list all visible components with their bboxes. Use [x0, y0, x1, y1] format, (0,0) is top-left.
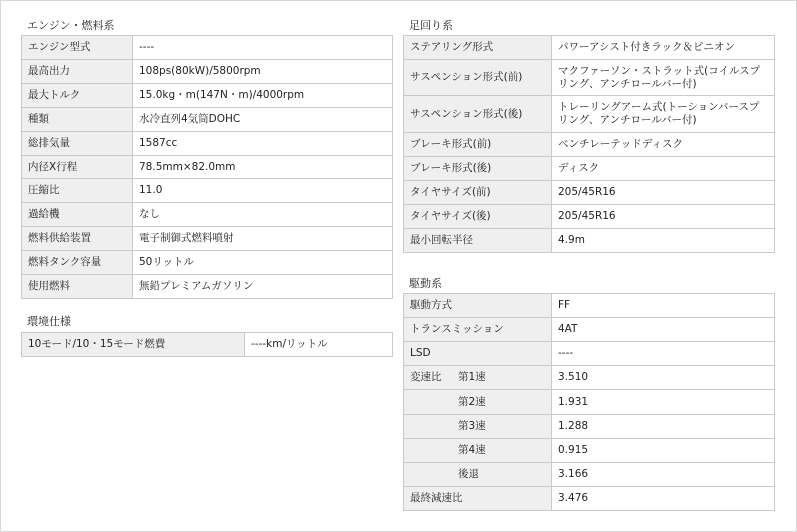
table-row: [404, 181, 775, 205]
gear-label: 第4速: [458, 444, 486, 456]
table-row: [22, 227, 393, 251]
spec-value: 4.9m: [552, 229, 775, 253]
spec-label: [404, 463, 552, 487]
table-row: [404, 463, 775, 487]
table-row: [404, 390, 775, 415]
spec-value: ----: [133, 36, 393, 60]
spec-label: 10モード/10・15モード燃費: [22, 333, 245, 357]
drive-spec-table: [403, 293, 775, 511]
table-row: [404, 205, 775, 229]
table-row: [22, 275, 393, 299]
spec-value: ----: [552, 342, 775, 366]
table-row: [22, 251, 393, 275]
spec-label: エンジン型式: [22, 36, 133, 60]
spec-label: [404, 439, 552, 463]
table-row: [404, 96, 775, 133]
spec-value: 1587cc: [133, 132, 393, 156]
spec-label: 内径X行程: [22, 156, 133, 179]
spec-value: 電子制御式燃料噴射: [133, 227, 393, 251]
spec-label: 燃料タンク容量: [22, 251, 133, 275]
spec-value: 4AT: [552, 318, 775, 342]
spec-label: タイヤサイズ(前): [404, 181, 552, 205]
engine-spec-table: [21, 35, 393, 299]
spec-label: 最高出力: [22, 60, 133, 84]
spec-value: 0.915: [552, 439, 775, 463]
spec-value: 3.476: [552, 487, 775, 511]
spec-value: 3.510: [552, 366, 775, 390]
gear-label: 第2速: [458, 395, 486, 408]
table-row: [404, 439, 775, 463]
spec-value: パワーアシスト付きラック＆ピニオン: [552, 36, 775, 60]
suspension-spec-table: [403, 35, 775, 253]
spec-value: 205/45R16: [552, 205, 775, 229]
spec-label: サスペンション形式(前): [404, 60, 552, 96]
spec-label: 過給機: [22, 203, 133, 227]
spec-value: ディスク: [552, 157, 775, 181]
engine-section-title: エンジン・燃料系: [27, 19, 115, 32]
spec-label: [404, 366, 552, 390]
gear-label: 後退: [458, 468, 479, 480]
spec-value: トレーリングアーム式(トーションバースプリング、アンチロールバー付): [552, 96, 775, 133]
spec-label: 総排気量: [22, 132, 133, 156]
table-row: [404, 487, 775, 511]
table-row: [404, 229, 775, 253]
table-row: [404, 366, 775, 390]
spec-value: FF: [552, 294, 775, 318]
table-row: [404, 294, 775, 318]
spec-label: トランスミッション: [404, 318, 552, 342]
spec-value: ベンチレーテッドディスク: [552, 133, 775, 157]
gear-label: 第1速: [458, 371, 486, 383]
table-row: [22, 108, 393, 132]
environment-spec-table: [21, 332, 393, 357]
table-row: [22, 179, 393, 203]
spec-value: 78.5mm×82.0mm: [133, 156, 393, 179]
spec-value: 水冷直列4気筒DOHC: [133, 108, 393, 132]
table-row: [22, 132, 393, 156]
spec-label: 使用燃料: [22, 275, 133, 299]
spec-label: 圧縮比: [22, 179, 133, 203]
table-row: [404, 60, 775, 96]
spec-value: 108ps(80kW)/5800rpm: [133, 60, 393, 84]
spec-label: 最小回転半径: [404, 229, 552, 253]
table-row: [22, 60, 393, 84]
table-row: [22, 203, 393, 227]
spec-label: 駆動方式: [404, 294, 552, 318]
spec-label: 最大トルク: [22, 84, 133, 108]
table-row: [404, 133, 775, 157]
table-row: [22, 333, 393, 357]
table-row: [404, 157, 775, 181]
spec-value: 1.931: [552, 390, 775, 415]
table-row: [404, 318, 775, 342]
table-row: [404, 36, 775, 60]
spec-value: 11.0: [133, 179, 393, 203]
spec-value: ----km/リットル: [245, 333, 393, 357]
spec-value: マクファーソン・ストラット式(コイルスプリング、アンチロールバー付): [552, 60, 775, 96]
drive-section-title: 駆動系: [409, 277, 442, 290]
gear-ratio-label: 変速比: [410, 371, 442, 383]
spec-label: [404, 390, 552, 415]
spec-value: 3.166: [552, 463, 775, 487]
table-row: [404, 342, 775, 366]
suspension-section-title: 足回り系: [409, 19, 453, 32]
spec-label: ステアリング形式: [404, 36, 552, 60]
spec-label: 燃料供給装置: [22, 227, 133, 251]
spec-value: なし: [133, 203, 393, 227]
spec-value: 15.0kg・m(147N・m)/4000rpm: [133, 84, 393, 108]
spec-value: 50リットル: [133, 251, 393, 275]
spec-label: サスペンション形式(後): [404, 96, 552, 133]
spec-value: 205/45R16: [552, 181, 775, 205]
table-row: [22, 84, 393, 108]
environment-section-title: 環境仕様: [27, 315, 71, 328]
spec-label: ブレーキ形式(後): [404, 157, 552, 181]
spec-label: LSD: [404, 342, 552, 366]
spec-label: [404, 415, 552, 439]
spec-label: 最終減速比: [404, 487, 552, 511]
table-row: [22, 156, 393, 179]
spec-label: 種類: [22, 108, 133, 132]
spec-value: 1.288: [552, 415, 775, 439]
spec-label: ブレーキ形式(前): [404, 133, 552, 157]
spec-label: タイヤサイズ(後): [404, 205, 552, 229]
spec-value: 無鉛プレミアムガソリン: [133, 275, 393, 299]
table-row: [22, 36, 393, 60]
table-row: [404, 415, 775, 439]
gear-label: 第3速: [458, 420, 486, 432]
